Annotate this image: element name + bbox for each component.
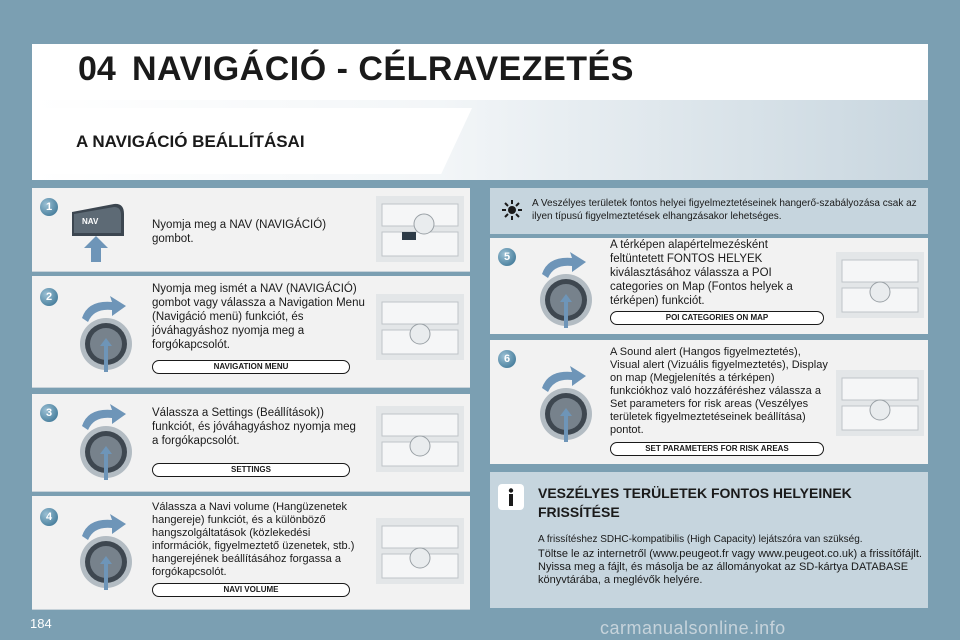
step-5-badge: 5 [498,248,516,266]
rotary-dial-icon[interactable] [74,512,136,592]
sun-tip-icon [500,198,524,222]
step-2-text: Nyomja meg ismét a NAV (NAVIGÁCIÓ) gombot vagy válassza a Navigation Menu (Navigáció menü) funkciót, és jóváhagyáshoz nyomja meg a forgókapcsolót. [152,283,365,351]
section-subtitle: A NAVIGÁCIÓ BEÁLLÍTÁSAI [76,132,305,151]
rotary-dial-icon[interactable] [534,250,596,330]
step-6-text: A Sound alert (Hangos figyelmeztetés), Visual alert (Vizuális figyelmeztetés), Display on map (Megjelenítés a térképen) funkciókhoz való hozzáféréshez válassza a Set parameters for risk areas (Veszélyes területek figyelmeztetéseinek beállítása) pontot. [610,346,828,436]
step-4-badge: 4 [40,508,58,526]
step-6-badge: 6 [498,350,516,368]
rotary-dial-icon[interactable] [534,364,596,444]
watermark: carmanualsonline.info [600,618,786,638]
step-3-badge: 3 [40,404,58,422]
step-5-text: A térképen alapértelmezésként feltüntetett FONTOS HELYEK kiválasztásához válassza a POI categories on Map (Fontos helyek a térképen) funkciót. [610,239,793,307]
poi-categories-menu-label: POI CATEGORIES ON MAP [610,311,824,325]
radio-unit-icon [376,518,464,584]
settings-menu-label: SETTINGS [152,463,350,477]
radio-unit-icon [376,406,464,472]
nav-button-label: NAV [82,217,99,226]
step-2-badge: 2 [40,288,58,306]
step-3-text: Válassza a Settings (Beállítások)) funkciót, és jóváhagyáshoz nyomja meg a forgókapcsolót. [152,407,356,447]
push-arrow-icon [84,236,108,262]
tip-text: A Veszélyes területek fontos helyei figyelmeztetéseinek hangerő-szabályozása csak az ilyen típusú figyelmeztetések elhangzásakor lehetséges. [532,198,917,222]
info-line-2: Töltse le az internetről (www.peugeot.fr vagy www.peugeot.co.uk) a frissítőfájlt. [538,548,922,560]
navi-volume-menu-label: NAVI VOLUME [152,583,350,597]
rotary-dial-icon[interactable] [74,402,136,482]
page-number: 184 [30,616,52,631]
step-1-badge: 1 [40,198,58,216]
step-4-text: Válassza a Navi volume (Hangüzenetek hangereje) funkciót, és a különböző hangszolgáltatások (közlekedési információk, figyelmeztető üzenetek, stb.) hangerejének beállításához forgassa a forgókapcsolót. [152,501,355,578]
info-title: VESZÉLYES TERÜLETEK FONTOS HELYEINEK FRISSÍTÉSE [538,485,852,520]
set-parameters-menu-label: SET PARAMETERS FOR RISK AREAS [610,442,824,456]
radio-unit-icon [376,196,464,262]
info-line-1: A frissítéshez SDHC-kompatibilis (High Capacity) lejátszóra van szükség. [538,534,863,545]
section-number: 04 [78,50,116,88]
rotary-dial-icon[interactable] [74,294,136,374]
step-1-text: Nyomja meg a NAV (NAVIGÁCIÓ) gombot. [152,219,327,245]
radio-unit-icon [836,252,924,318]
info-body [538,533,923,587]
radio-unit-icon [836,370,924,436]
info-icon [498,484,524,510]
navigation-menu-label: NAVIGATION MENU [152,360,350,374]
nav-button-icon [66,198,128,264]
info-line-3: Nyissa meg a fájlt, és másolja be az állományokat az SD-kártya DATABASE könyvtárába, a meglévők helyére. [538,561,909,586]
page-title: NAVIGÁCIÓ - CÉLRAVEZETÉS [132,50,634,88]
radio-unit-icon [376,294,464,360]
